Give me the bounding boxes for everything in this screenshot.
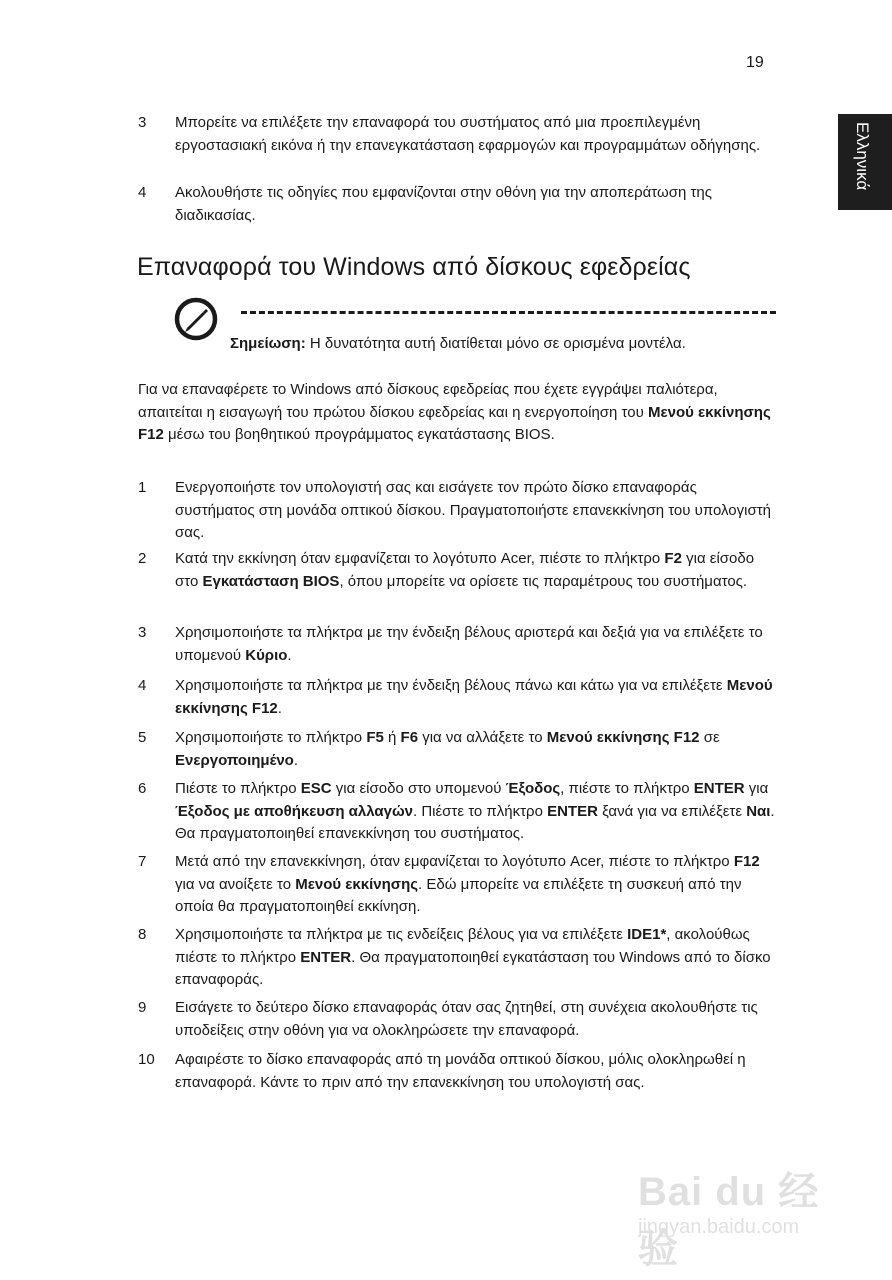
- step-text: Ενεργοποιήστε τον υπολογιστή σας και εισάγετε τον πρώτο δίσκο επαναφοράς συστήματος στη μονάδα οπτικού δίσκου. Πραγματοποιήστε επανεκκίνηση του υπολογιστή σας.: [175, 479, 772, 541]
- step-text: Χρησιμοποιήστε το πλήκτρο F5 ή F6 για να αλλάξετε το Μενού εκκίνησης F12 σε Ενεργοποιημένο.: [175, 729, 720, 769]
- watermark-logo: Bai du 经验: [638, 1170, 820, 1271]
- step-text: Κατά την εκκίνηση όταν εμφανίζεται το λογότυπο Acer, πιέστε το πλήκτρο F2 για είσοδο στο Εγκατάσταση BIOS, όπου μπορείτε να ορίσετε τις παραμέτρους του συστήματος.: [175, 550, 755, 590]
- list-item-number: 4: [138, 184, 147, 201]
- section-heading: Επαναφορά του Windows από δίσκους εφεδρείας: [137, 253, 691, 281]
- list-item-text: Μπορείτε να επιλέξετε την επαναφορά του συστήματος από μια προεπιλεγμένη εργοστασιακή εικόνα ή την επανεγκατάσταση εφαρμογών και προγραμμάτων οδήγησης.: [175, 114, 761, 154]
- step-text: Πιέστε το πλήκτρο ESC για είσοδο στο υπομενού Έξοδος, πιέστε το πλήκτρο ENTER για Έξοδος με αποθήκευση αλλαγών. Πιέστε το πλήκτρο ENTER ξανά για να επιλέξετε Ναι. Θα πραγματοποιηθεί επανεκκίνηση του συστήματος.: [175, 780, 775, 842]
- language-tab: [838, 114, 892, 210]
- step-number: 4: [138, 677, 147, 694]
- step-number: 3: [138, 624, 147, 641]
- step-text: Χρησιμοποιήστε τα πλήκτρα με την ένδειξη βέλους πάνω και κάτω για να επιλέξετε Μενού εκκίνησης F12.: [175, 677, 773, 717]
- step-text: Εισάγετε το δεύτερο δίσκο επαναφοράς όταν σας ζητηθεί, στη συνέχεια ακολουθήστε τις υποδείξεις στην οθόνη για να ολοκληρώσετε την επαναφορά.: [175, 999, 758, 1039]
- watermark: [638, 1142, 848, 1271]
- list-item-number: 3: [138, 114, 147, 131]
- step-text: Αφαιρέστε το δίσκο επαναφοράς από τη μονάδα οπτικού δίσκου, μόλις ολοκληρωθεί η επαναφορά. Κάντε το πριν από την επανεκκίνηση του υπολογιστή σας.: [175, 1051, 746, 1091]
- step-text: Χρησιμοποιήστε τα πλήκτρα με την ένδειξη βέλους αριστερά και δεξιά για να επιλέξετε το υπομενού Κύριο.: [175, 624, 763, 664]
- step-number: 2: [138, 550, 147, 567]
- step-number: 10: [138, 1051, 155, 1068]
- page-number: 19: [746, 54, 764, 71]
- step-number: 5: [138, 729, 147, 746]
- language-tab-label: Ελληνικά: [853, 122, 872, 191]
- step-number: 9: [138, 999, 147, 1016]
- note: [230, 333, 686, 355]
- note-text: Η δυνατότητα αυτή διατίθεται μόνο σε ορισμένα μοντέλα.: [309, 335, 686, 352]
- watermark-url: jingyan.baidu.com: [638, 1216, 800, 1238]
- intro-paragraph: Για να επαναφέρετε το Windows από δίσκους εφεδρείας που έχετε εγγράψει παλιότερα, απαιτείται η εισαγωγή του πρώτου δίσκου εφεδρείας και η ενεργοποίηση του Μενού εκκίνησης F12 μέσω του βοηθητικού προγράμματος εγκατάστασης BIOS.: [138, 381, 771, 443]
- list-item-text: Ακολουθήστε τις οδηγίες που εμφανίζονται στην οθόνη για την αποπεράτωση της διαδικασίας.: [175, 184, 712, 224]
- step-text: Μετά από την επανεκκίνηση, όταν εμφανίζεται το λογότυπο Acer, πιέστε το πλήκτρο F12 για να ανοίξετε το Μενού εκκίνησης. Εδώ μπορείτε να επιλέξετε τη συσκευή από την οποία θα πραγματοποιηθεί εκκίνηση.: [175, 853, 760, 915]
- step-number: 6: [138, 780, 147, 797]
- note-label: Σημείωση:: [230, 335, 306, 352]
- note-pen-icon: [174, 297, 218, 341]
- step-number: 1: [138, 479, 147, 496]
- step-number: 8: [138, 926, 147, 943]
- step-number: 7: [138, 853, 147, 870]
- note-divider: [241, 311, 776, 314]
- step-text: Χρησιμοποιήστε τα πλήκτρα με τις ενδείξεις βέλους για να επιλέξετε IDE1*, ακολούθως πιέστε το πλήκτρο ENTER. Θα πραγματοποιηθεί εγκατάσταση του Windows από το δίσκο επαναφοράς.: [175, 926, 771, 988]
